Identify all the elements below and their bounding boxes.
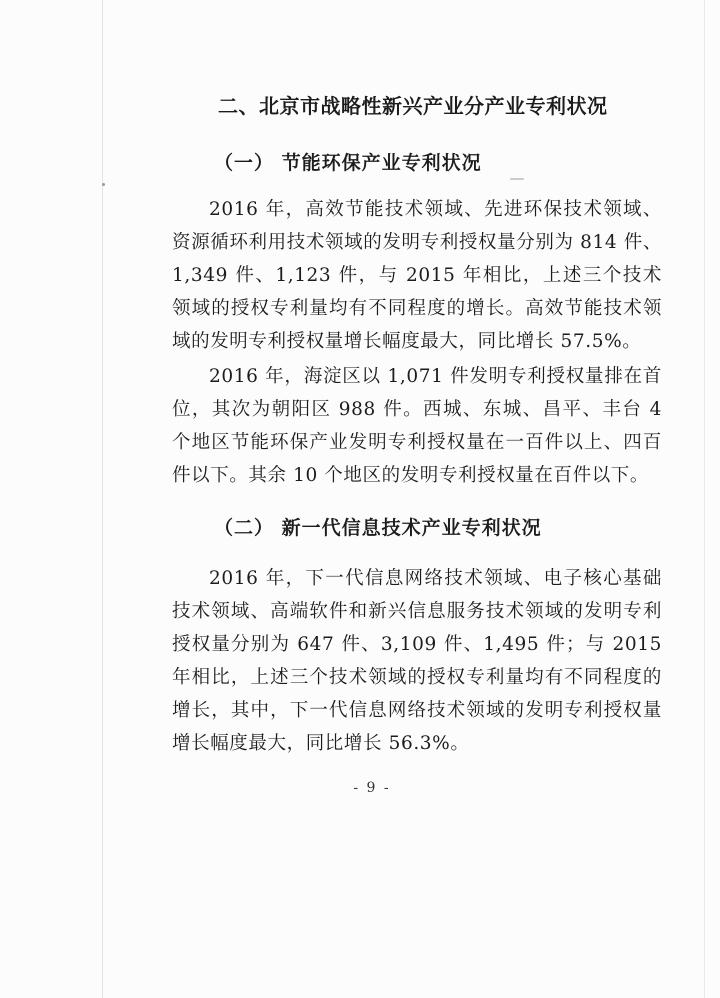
subsection-title-2: （二） 新一代信息技术产业专利状况 — [214, 517, 542, 539]
scan-speck — [510, 178, 524, 180]
scan-speck — [102, 183, 105, 186]
section-title: 二、北京市战略性新兴产业分产业专利状况 — [218, 94, 608, 118]
binding-edge-line — [102, 0, 103, 998]
page-number: - 9 - — [353, 780, 391, 796]
paragraph-3: 2016 年，下一代信息网络技术领域、电子核心基础技术领域、高端软件和新兴信息服务技术领域的发明专利授权量分别为 647 件、3,109 件、1,495 件；与 2015 年相比，上述三个技术领域的授权专利量均有不同程度的增长，其中，下一代信息网络技术领域的发明专利授权量增长幅度最大，同比增长 56.3%。 — [172, 568, 662, 754]
page-edge-line — [704, 0, 705, 998]
paragraph-1: 2016 年，高效节能技术领域、先进环保技术领域、资源循环利用技术领域的发明专利授权量分别为 814 件、1,349 件、1,123 件，与 2015 年相比，上述三个技术领域的授权专利量均有不同程度的增长。高效节能技术领域的发明专利授权量增长幅度最大，同比增长 57.5%。 — [172, 199, 662, 352]
paragraph-2: 2016 年，海淀区以 1,071 件发明专利授权量排在首位，其次为朝阳区 988 件。西城、东城、昌平、丰台 4 个地区节能环保产业发明专利授权量在一百件以上、四百件以下。其余 10 个地区的发明专利授权量在百件以下。 — [172, 366, 662, 486]
subsection-title-1: （一） 节能环保产业专利状况 — [214, 152, 482, 174]
